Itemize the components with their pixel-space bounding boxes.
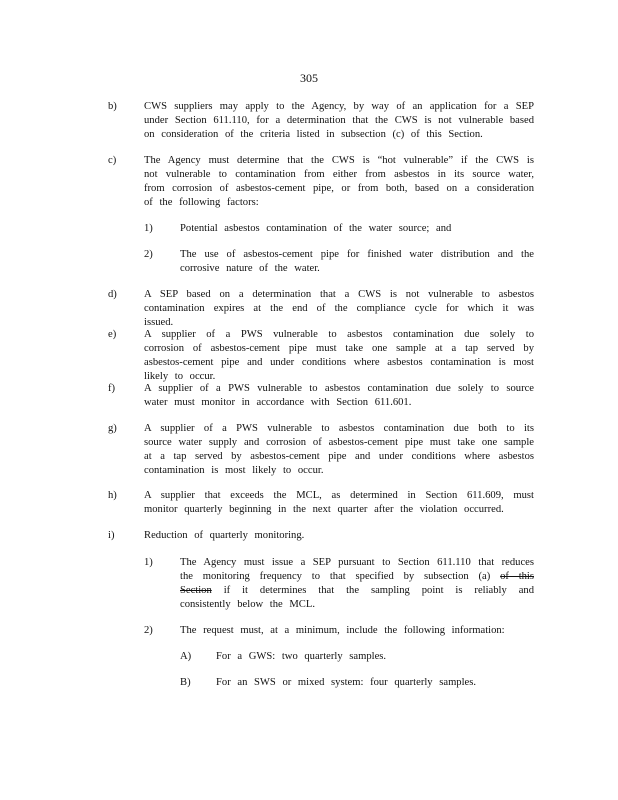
item-marker: B) (180, 677, 191, 688)
item-marker: c) (108, 155, 117, 166)
paragraph-i-2: The request must, at a minimum, include the following information: (180, 625, 505, 636)
page-number: 305 (300, 71, 318, 85)
paragraph-i-1 (180, 556, 534, 612)
paragraph-i-2-a: For a GWS: two quarterly samples. (216, 651, 387, 662)
item-marker: A) (180, 651, 192, 662)
paragraph-g: A supplier of a PWS vulnerable to asbestos contamination due both to its source water supply and corrosion of asbestos-cement pipe must take one sample at a tap served by asbestos-cement pipe and under conditions where asbestos contamination is most likely to occur. (144, 423, 534, 476)
struck-text: of this Section (180, 571, 534, 596)
item-marker: 1) (144, 223, 153, 234)
item-marker: 2) (144, 625, 153, 636)
paragraph-e: A supplier of a PWS vulnerable to asbestos contamination due solely to corrosion of asbestos-cement pipe must take one sample at a tap served by asbestos-cement pipe and under conditions where asbestos contamination is most likely to occur. (144, 329, 534, 382)
item-marker: i) (108, 530, 115, 541)
item-marker: b) (108, 101, 117, 112)
paragraph-c-2: The use of asbestos-cement pipe for finished water distribution and the corrosive nature of the water. (180, 249, 534, 274)
paragraph-d: A SEP based on a determination that a CWS is not vulnerable to asbestos contamination expires at the end of the compliance cycle for which it was issued. (144, 289, 534, 328)
paragraph-i-1-text-end: if it determines that the sampling point is reliably and consistently below the MCL. (180, 585, 534, 610)
paragraph-i-1-text: The Agency must issue a SEP pursuant to Section 611.110 that reduces the monitoring frequency to that specified by subsection (a) (180, 557, 534, 582)
paragraph-i-2-b: For an SWS or mixed system: four quarterly samples. (216, 677, 477, 688)
item-marker: 1) (144, 557, 153, 568)
paragraph-b: CWS suppliers may apply to the Agency, by way of an application for a SEP under Section 611.110, for a determination that the CWS is not vulnerable based on consideration of the criteria listed in subsection (c) of this Section. (144, 101, 534, 140)
paragraph-i: Reduction of quarterly monitoring. (144, 530, 305, 541)
item-marker: e) (108, 329, 117, 340)
item-marker: 2) (144, 249, 153, 260)
item-marker: d) (108, 289, 117, 300)
paragraph-c: The Agency must determine that the CWS is “hot vulnerable” if the CWS is not vulnerable to contamination from either from asbestos in its source water, from corrosion of asbestos-cement pipe, or from both, based on a consideration of the following factors: (144, 155, 534, 208)
item-marker: h) (108, 490, 117, 501)
paragraph-f: A supplier of a PWS vulnerable to asbestos contamination due solely to source water must monitor in accordance with Section 611.601. (144, 383, 534, 408)
item-marker: g) (108, 423, 117, 434)
paragraph-c-1: Potential asbestos contamination of the water source; and (180, 223, 452, 234)
item-marker: f) (108, 383, 116, 394)
paragraph-h: A supplier that exceeds the MCL, as determined in Section 611.609, must monitor quarterly beginning in the next quarter after the violation occurred. (144, 490, 534, 515)
